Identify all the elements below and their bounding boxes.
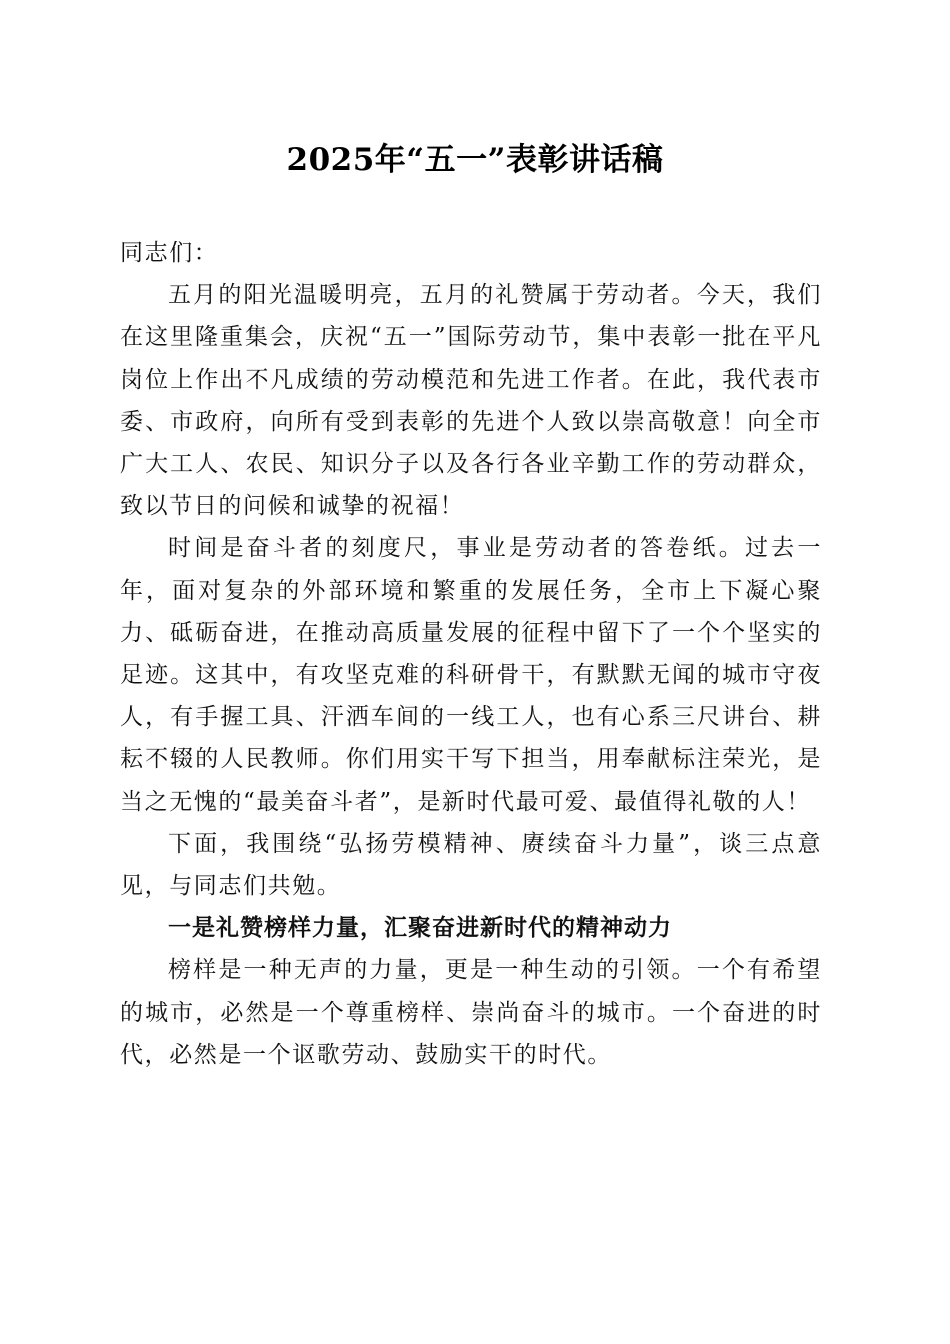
paragraph-section-one: 榜样是一种无声的力量，更是一种生动的引领。一个有希望的城市，必然是一个尊重榜样、崇尚奋斗的城市。一个奋进的时代，必然是一个讴歌劳动、鼓励实干的时代。 [120,957,822,1068]
salutation: 同志们： [120,240,219,266]
document-body [120,232,822,1076]
section-heading: 一是礼赞榜样力量，汇聚奋进新时代的精神动力 [168,915,672,942]
paragraph-opening: 五月的阳光温暖明亮，五月的礼赞属于劳动者。今天，我们在这里隆重集会，庆祝“五一”国际劳动节，集中表彰一批在平凡岗位上作出不凡成绩的劳动模范和先进工作者。在此，我代表市委、市政府，向所有受到表彰的先进个人致以崇高敬意！向全市广大工人、农民、知识分子以及各行各业辛勤工作的劳动群众，致以节日的问候和诚挚的祝福！ [120,282,822,520]
paragraph-achievements: 时间是奋斗者的刻度尺，事业是劳动者的答卷纸。过去一年，面对复杂的外部环境和繁重的发展任务，全市上下凝心聚力、砥砺奋进，在推动高质量发展的征程中留下了一个个坚实的足迹。这其中，有攻坚克难的科研骨干，有默默无闻的城市守夜人，有手握工具、汗洒车间的一线工人，也有心系三尺讲台、耕耘不辍的人民教师。你们用实干写下担当，用奉献标注荣光，是当之无愧的“最美奋斗者”，是新时代最可爱、最值得礼敬的人！ [120,535,822,815]
paragraph-outline: 下面，我围绕“弘扬劳模精神、赓续奋斗力量”，谈三点意见，与同志们共勉。 [120,830,822,900]
document-title: 2025年“五一”表彰讲话稿 [286,142,664,178]
